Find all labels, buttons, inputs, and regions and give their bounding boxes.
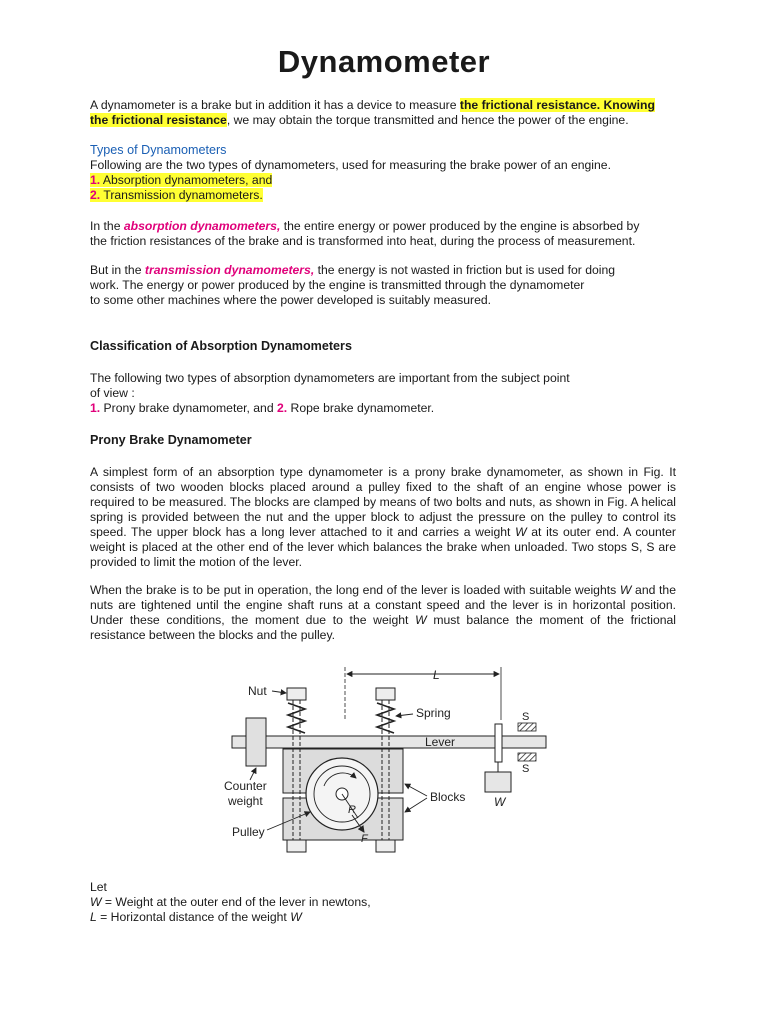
prony-brake-figure xyxy=(0,660,768,860)
nut-right-bottom xyxy=(376,840,395,852)
classification-line-1: The following two types of absorption dynamometers are important from the subject point xyxy=(90,371,570,385)
page-title: Dynamometer xyxy=(277,44,491,79)
prony-p2-w: W xyxy=(619,583,632,597)
intro-highlight-2: the frictional resistance xyxy=(90,113,227,127)
prony-p2-text-mid: and the nuts are tightened until the engine shaft runs at a constant speed and the lever is in horizontal position. Under these conditions, the moment due to the weight xyxy=(90,583,676,627)
classification-item-1: Prony brake dynamometer, and xyxy=(100,401,277,415)
spring-left xyxy=(288,703,305,733)
classification-number-2: 2. xyxy=(277,401,288,415)
intro-paragraph xyxy=(90,98,676,128)
prony-p2-w2: W xyxy=(415,613,427,627)
intro-text: A dynamometer is a brake but in addition it has a device to measure xyxy=(90,98,460,112)
prony-p2-text-end: must balance the moment of the frictional resistance between the blocks and the pulley. xyxy=(90,613,676,642)
label-nut: Nut xyxy=(248,684,267,698)
label-s-bottom: S xyxy=(522,763,530,775)
classification-item-2: Rope brake dynamometer. xyxy=(287,401,435,415)
prony-p1-text-end: at its outer end. A counter weight is placed at the other end of the lever which balances the brake when unloaded. Two stops S, S are provided to limit the motion of the lever. xyxy=(90,525,676,569)
types-heading: Types of Dynamometers xyxy=(90,143,227,157)
types-item1-number: 1. xyxy=(90,173,101,187)
transmission-term: transmission dynamometers, xyxy=(144,263,315,277)
types-section xyxy=(90,143,676,203)
label-l: L xyxy=(433,668,440,682)
transmission-paragraph xyxy=(90,263,676,308)
absorption-term: absorption dynamometers, xyxy=(123,219,281,233)
let-word: Let xyxy=(90,880,107,894)
prony-p1-w: W xyxy=(515,525,527,539)
transmission-text-a: But in the xyxy=(90,263,145,277)
let-w-text: = Weight at the outer end of the lever in newtons, xyxy=(101,895,371,909)
classification-line-2: of view : xyxy=(90,386,135,400)
label-pulley: Pulley xyxy=(232,825,265,839)
label-counter: Counter xyxy=(224,779,267,793)
weight-w xyxy=(485,772,511,792)
label-lever: Lever xyxy=(425,735,456,749)
label-counter-weight: weight xyxy=(228,794,263,808)
let-l-w: W xyxy=(290,910,302,924)
label-s-top: S xyxy=(522,711,530,723)
transmission-text-b: the energy is not wasted in friction but is used for doing xyxy=(314,263,616,277)
prony-paragraph-1 xyxy=(90,465,676,570)
transmission-text-c: work. The energy or power produced by the engine is transmitted through the dynamometer xyxy=(90,278,585,292)
absorption-text-b: the entire energy or power produced by the engine is absorbed by xyxy=(280,219,640,233)
let-l-symbol: L xyxy=(90,910,97,924)
let-w-symbol: W xyxy=(90,895,102,909)
label-blocks: Blocks xyxy=(430,790,466,804)
absorption-text-a: In the xyxy=(90,219,124,233)
classification-heading: Classification of Absorption Dynamometers xyxy=(90,339,352,353)
label-r: R xyxy=(348,804,356,816)
label-f: F xyxy=(361,833,368,845)
let-section xyxy=(90,880,676,925)
prony-heading: Prony Brake Dynamometer xyxy=(90,433,252,447)
types-item1: Absorption dynamometers, and xyxy=(100,173,273,187)
prony-p1-text: A simplest form of an absorption type dynamometer is a prony brake dynamometer, as shown in Fig. It consists of two wooden blocks placed around a pulley fixed to the shaft of an engine whose power is required to be measured. The blocks are clamped by means of two bolts and nuts, as shown in Fig. A helical spring is provided between the nut and the upper block to adjust the pressure on the pulley to control its speed. The upper block has a long lever attached to it and carries a weight xyxy=(90,465,676,539)
classification-paragraph xyxy=(90,371,676,416)
spring-right xyxy=(377,703,394,733)
stop-bottom xyxy=(518,753,536,761)
classification-number-1: 1. xyxy=(90,401,101,415)
transmission-text-d: to some other machines where the power developed is suitably measured. xyxy=(90,293,492,307)
nut-left-bottom xyxy=(287,840,306,852)
intro-highlight-1: the frictional resistance. Knowing xyxy=(459,98,655,112)
label-w: W xyxy=(494,795,506,809)
let-l-text: = Horizontal distance of the weight xyxy=(96,910,291,924)
types-item2-number: 2. xyxy=(90,188,101,202)
nut-right xyxy=(376,688,395,700)
counter-weight xyxy=(246,718,266,766)
prony-paragraph-2 xyxy=(90,583,676,643)
absorption-text-c: the friction resistances of the brake and is transformed into heat, during the process of measurement. xyxy=(90,234,636,248)
stop-top xyxy=(518,723,536,731)
intro-text-end: , we may obtain the torque transmitted and hence the power of the engine. xyxy=(226,113,629,127)
prony-p2-text: When the brake is to be put in operation, the long end of the lever is loaded with suitable weights xyxy=(90,583,620,597)
nut-left xyxy=(287,688,306,700)
types-item2: Transmission dynamometers. xyxy=(100,188,263,202)
label-spring: Spring xyxy=(416,706,451,720)
absorption-paragraph xyxy=(90,219,676,249)
types-text: Following are the two types of dynamometers, used for measuring the brake power of an engine. xyxy=(90,158,611,172)
